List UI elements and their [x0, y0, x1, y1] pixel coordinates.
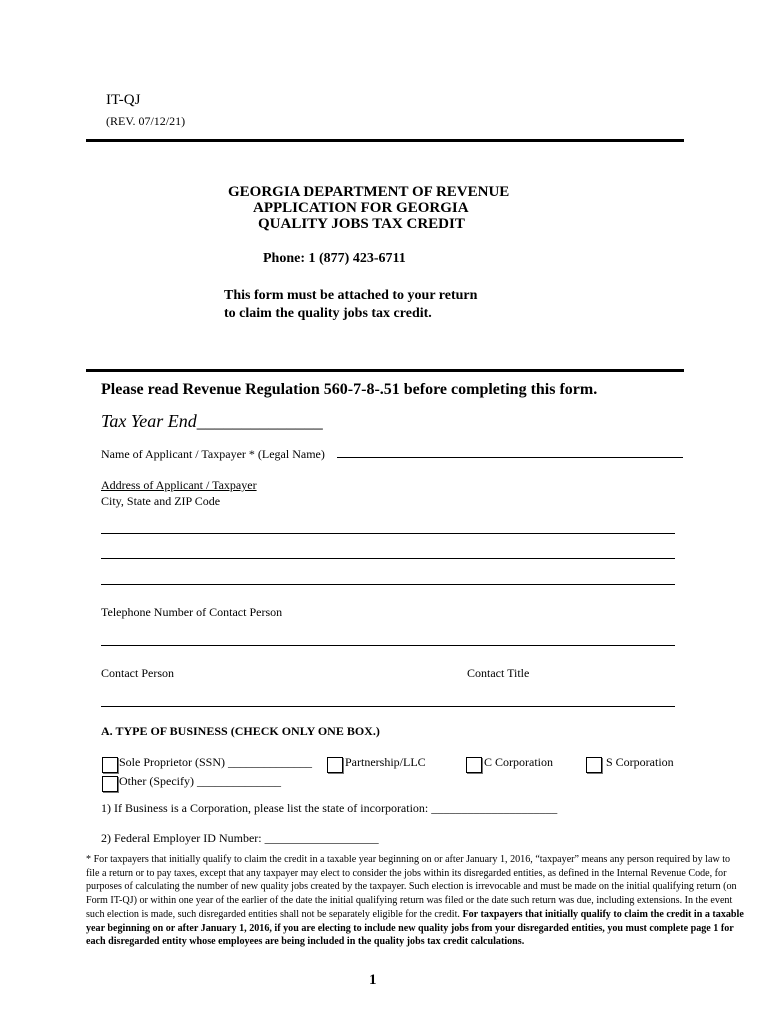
business-type-heading: A. TYPE OF BUSINESS (CHECK ONLY ONE BOX.) [101, 724, 380, 738]
s-corporation-checkbox[interactable] [586, 757, 602, 773]
address-line-2[interactable] [101, 558, 675, 559]
footnote-bold-text: For taxpayers that initially qualify to claim the credit in a taxable year beginning on or after January 1, 2016, if you are electing to include new quality jobs from your disregarded entities, you must complete page 1 for each disregarded entity whose employees are being included in the quality jobs tax credit calculations. [86, 908, 744, 948]
other-label: Other (Specify) ______________ [119, 774, 281, 788]
sole-proprietor-checkbox[interactable] [102, 757, 118, 773]
footnote-text: * For taxpayers that initially qualify to claim the credit in a taxable year beginning on or after January 1, 2016, “taxpayer” means any person required by law to file a return or to pay taxes, except that any taxpayer may elect to consider the jobs within its disregarded entities, as defined in the Internal Revenue Code, for purposes of calculating the number of new quality jobs created by the taxpayer. Such election is irrevocable and must be made on the initial qualifying return (on Form IT-QJ) or within one year of the earlier of the date the initial qualifying return was filed or the date such return was due, including extensions. In the event such election is made, such disregarded entities shall not be separately eligible for the credit. [86, 854, 737, 920]
s-corporation-label: S Corporation [606, 755, 674, 769]
title-line2: APPLICATION FOR GEORGIA [253, 200, 469, 216]
contact-field[interactable] [101, 706, 675, 707]
form-code: IT-QJ [106, 92, 141, 108]
address-line-3[interactable] [101, 584, 675, 585]
telephone-field[interactable] [101, 645, 675, 646]
page-number: 1 [369, 972, 377, 988]
attach-note-line2: to claim the quality jobs tax credit. [224, 306, 432, 321]
address-line-1[interactable] [101, 533, 675, 534]
other-checkbox[interactable] [102, 776, 118, 792]
c-corporation-checkbox[interactable] [466, 757, 482, 773]
state-of-incorporation[interactable]: 1) If Business is a Corporation, please list the state of incorporation: _____________________ [101, 801, 558, 815]
tax-year-end[interactable]: Tax Year End______________ [101, 411, 323, 431]
title-line1: GEORGIA DEPARTMENT OF REVENUE [228, 184, 510, 200]
header-rule [86, 139, 684, 142]
section-rule [86, 369, 684, 372]
attach-note-line1: This form must be attached to your return [224, 288, 478, 303]
name-field[interactable] [337, 457, 683, 458]
form-revision: (REV. 07/12/21) [106, 114, 186, 128]
partnership-label: Partnership/LLC [345, 755, 426, 769]
phone-number: Phone: 1 (877) 423-6711 [263, 251, 406, 266]
footnote [86, 853, 746, 949]
instructions: Please read Revenue Regulation 560-7-8-.51 before completing this form. [101, 381, 598, 398]
telephone-label: Telephone Number of Contact Person [101, 605, 283, 619]
name-label: Name of Applicant / Taxpayer * (Legal Name) [101, 447, 325, 461]
title-line3: QUALITY JOBS TAX CREDIT [258, 216, 465, 232]
federal-employer-id[interactable]: 2) Federal Employer ID Number: ___________________ [101, 831, 379, 845]
address-label: Address of Applicant / Taxpayer [101, 478, 257, 492]
contact-person-label: Contact Person [101, 666, 174, 680]
partnership-checkbox[interactable] [327, 757, 343, 773]
c-corporation-label: C Corporation [484, 755, 553, 769]
contact-title-label: Contact Title [467, 666, 530, 680]
city-label: City, State and ZIP Code [101, 494, 221, 508]
sole-proprietor-label: Sole Proprietor (SSN) ______________ [119, 755, 312, 769]
